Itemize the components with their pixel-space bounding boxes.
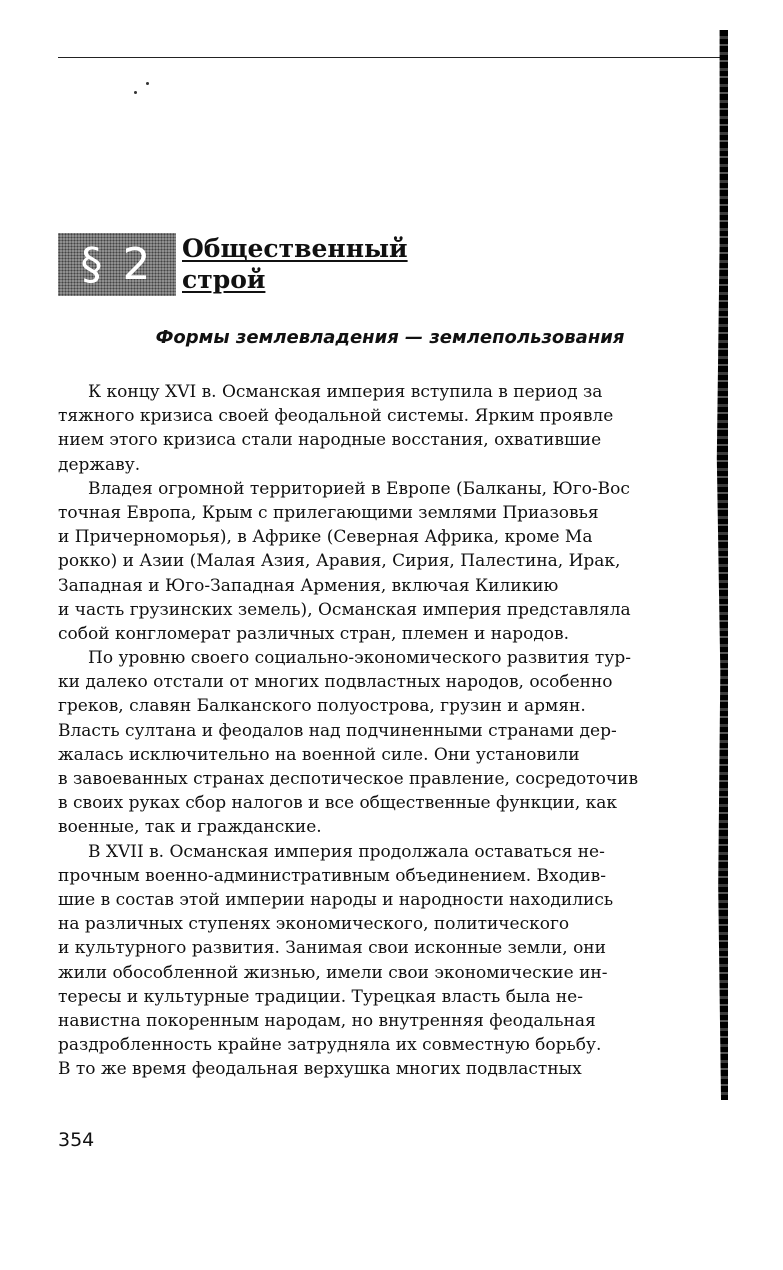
- text-line: военные, так и гражданские.: [58, 817, 322, 838]
- text-line: нием этого кризиса стали народные восстания, охватившие: [58, 430, 602, 451]
- text-line: тяжного кризиса своей феодальной системы. Ярким проявле: [58, 406, 614, 427]
- scan-speck: [146, 82, 149, 85]
- text-line: в завоеванных странах деспотическое правление, сосредоточив: [58, 769, 639, 789]
- text-line: Владея огромной территорией в Европе (Балканы, Юго-Вос: [88, 478, 630, 499]
- section-heading: [58, 233, 458, 297]
- text-line: По уровню своего социально-экономического развития тур-: [88, 648, 631, 669]
- text-line: навистна покоренным народам, но внутренняя феодальная: [58, 1010, 596, 1031]
- section-title: [182, 233, 408, 295]
- text-line: ки далеко отстали от многих подвластных народов, особенно: [58, 672, 613, 693]
- section-number: § 2: [80, 239, 154, 290]
- page-number: 354: [58, 1129, 95, 1151]
- subheading: Формы землевладения — землепользования: [155, 327, 625, 348]
- text-line: К концу XVI в. Османская империя вступила в период за: [88, 382, 603, 402]
- text-line: жили обособленной жизнью, имели свои экономические ин-: [58, 962, 608, 983]
- text-line: и Причерноморья), в Африке (Северная Африка, кроме Ма: [58, 527, 593, 548]
- top-rule: [58, 57, 722, 58]
- text-line: греков, славян Балканского полуострова, грузин и армян.: [58, 696, 586, 717]
- text-line: шие в состав этой империи народы и народности находились: [58, 889, 614, 910]
- text-line: державу.: [58, 454, 141, 475]
- text-line: и часть грузинских земель), Османская империя представляла: [58, 599, 631, 620]
- text-line: тересы и культурные традиции. Турецкая власть была не-: [58, 986, 583, 1007]
- section-title-line: Общественный: [182, 234, 408, 263]
- text-line: в своих руках сбор налогов и все общественные функции, как: [58, 793, 618, 814]
- paragraph: [58, 380, 723, 477]
- text-line: жалась исключительно на военной силе. Они установили: [58, 744, 580, 765]
- paragraph: [58, 840, 723, 1082]
- text-line: В то же время феодальная верхушка многих подвластных: [58, 1059, 582, 1080]
- text-line: В XVII в. Османская империя продолжала оставаться не-: [88, 841, 605, 862]
- body-text: [58, 380, 723, 1081]
- text-line: Западная и Юго-Западная Армения, включая Киликию: [58, 575, 559, 596]
- text-line: рокко) и Азии (Малая Азия, Аравия, Сирия, Палестина, Ирак,: [58, 551, 621, 572]
- text-line: на различных ступенях экономического, политического: [58, 914, 570, 935]
- section-title-line: строй: [182, 265, 266, 294]
- text-line: раздробленность крайне затрудняла их совместную борьбу.: [58, 1035, 602, 1056]
- scan-speck: [134, 91, 137, 94]
- text-line: и культурного развития. Занимая свои исконные земли, они: [58, 938, 606, 959]
- text-line: точная Европа, Крым с прилегающими землями Приазовья: [58, 502, 599, 523]
- text-line: прочным военно-административным объединением. Входив-: [58, 865, 606, 886]
- paragraph: [58, 477, 723, 646]
- text-line: собой конгломерат различных стран, племен и народов.: [58, 623, 569, 644]
- text-line: Власть султана и феодалов над подчиненными странами дер-: [58, 720, 617, 741]
- paragraph: [58, 646, 723, 840]
